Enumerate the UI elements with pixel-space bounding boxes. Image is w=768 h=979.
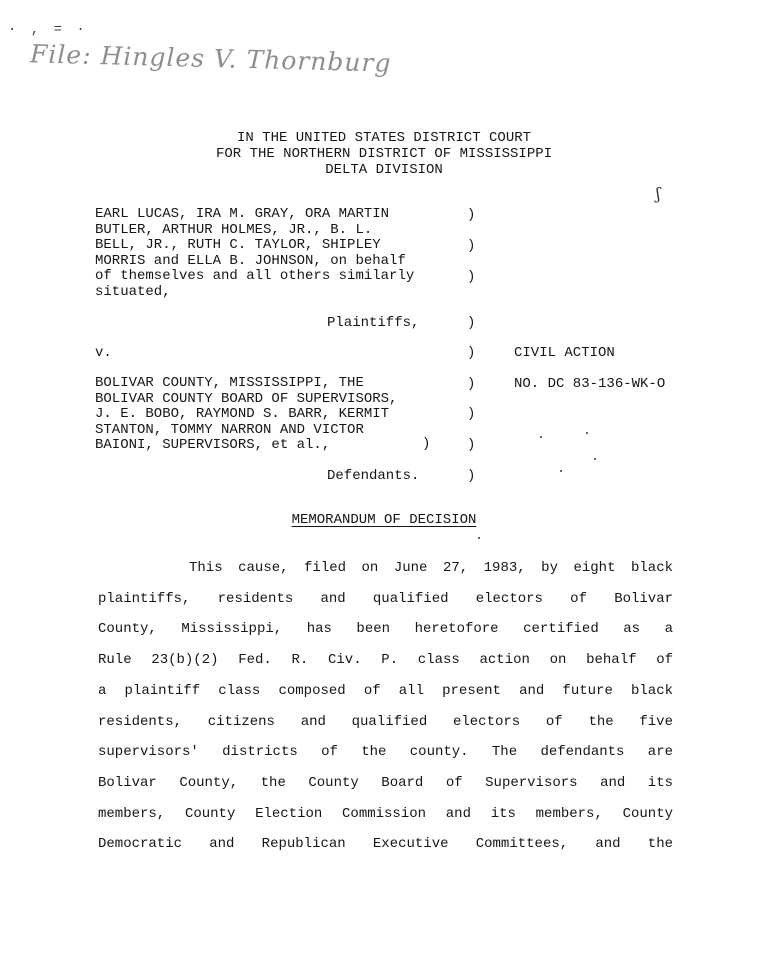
plaintiffs-line: BELL, JR., RUTH C. TAYLOR, SHIPLEY — [95, 237, 381, 253]
defendants-line: STANTON, TOMMY NARRON AND VICTOR — [95, 421, 364, 438]
body-line: supervisors' districts of the county. The defendants are — [98, 744, 673, 761]
versus-label: v. — [95, 345, 112, 361]
plaintiffs-line: of themselves and all others similarly — [95, 268, 415, 284]
scan-speck — [560, 470, 562, 472]
plaintiffs-line: situated, — [95, 283, 171, 300]
defendants-line: BOLIVAR COUNTY BOARD OF SUPERVISORS, — [95, 390, 398, 407]
civil-action-label: CIVIL ACTION — [514, 345, 615, 361]
defendants-line: J. E. BOBO, RAYMOND S. BARR, KERMIT — [95, 406, 390, 422]
caption-paren: ) — [467, 238, 476, 254]
memorandum-body — [98, 553, 673, 860]
plaintiffs-block — [95, 207, 414, 300]
court-line-3: DELTA DIVISION — [325, 162, 443, 178]
court-header — [0, 130, 768, 178]
defendants-label: Defendants. — [327, 468, 420, 484]
court-line-2: FOR THE NORTHERN DISTRICT OF MISSISSIPPI — [215, 146, 553, 162]
plaintiffs-line: EARL LUCAS, IRA M. GRAY, ORA MARTIN — [95, 206, 390, 222]
plaintiffs-line: BUTLER, ARTHUR HOLMES, JR., B. L. — [95, 221, 373, 238]
body-line: a plaintiff class composed of all present and future black — [98, 682, 673, 699]
caption-paren: ) — [467, 406, 476, 422]
margin-mark: ʃ — [656, 184, 661, 203]
caption-paren: ) — [467, 376, 476, 392]
plaintiffs-label: Plaintiffs, — [327, 315, 420, 331]
body-line: plaintiffs, residents and qualified electors of Bolivar — [98, 590, 673, 607]
scan-speck — [540, 436, 542, 438]
body-line: Democratic and Republican Executive Committees, and the — [98, 836, 673, 853]
scan-speck — [478, 537, 480, 539]
caption-paren: ) — [467, 468, 476, 484]
handwritten-file-note: File: Hingles V. Thornburg — [29, 39, 392, 78]
scan-speck — [594, 458, 596, 460]
case-number: NO. DC 83-136-WK-O — [514, 376, 666, 392]
memorandum-heading: MEMORANDUM OF DECISION — [291, 512, 477, 528]
body-line: This cause, filed on June 27, 1983, by eight black — [189, 560, 673, 576]
scan-speck — [586, 432, 588, 434]
caption-paren: ) — [467, 315, 476, 331]
caption-paren: ) — [467, 345, 476, 361]
caption-paren: ) — [467, 437, 476, 453]
defendants-line: BAIONI, SUPERVISORS, et al., — [95, 437, 331, 453]
body-line: Rule 23(b)(2) Fed. R. Civ. P. class action on behalf of — [98, 652, 673, 669]
caption-paren: ) — [467, 269, 476, 285]
corner-marks: · , = · — [8, 22, 88, 38]
body-line: residents, citizens and qualified electors of the five — [98, 713, 673, 730]
caption-paren: ) — [467, 207, 476, 223]
body-line: County, Mississippi, has been heretofore certified as a — [98, 621, 673, 638]
body-line: Bolivar County, the County Board of Supervisors and its — [98, 774, 673, 791]
plaintiffs-line: MORRIS and ELLA B. JOHNSON, on behalf — [95, 252, 406, 269]
body-line: members, County Election Commission and its members, County — [98, 805, 673, 822]
defendants-block — [95, 376, 397, 454]
defendants-line: BOLIVAR COUNTY, MISSISSIPPI, THE — [95, 375, 364, 391]
court-line-1: IN THE UNITED STATES DISTRICT COURT — [236, 130, 532, 146]
inner-paren: ) — [422, 436, 431, 452]
